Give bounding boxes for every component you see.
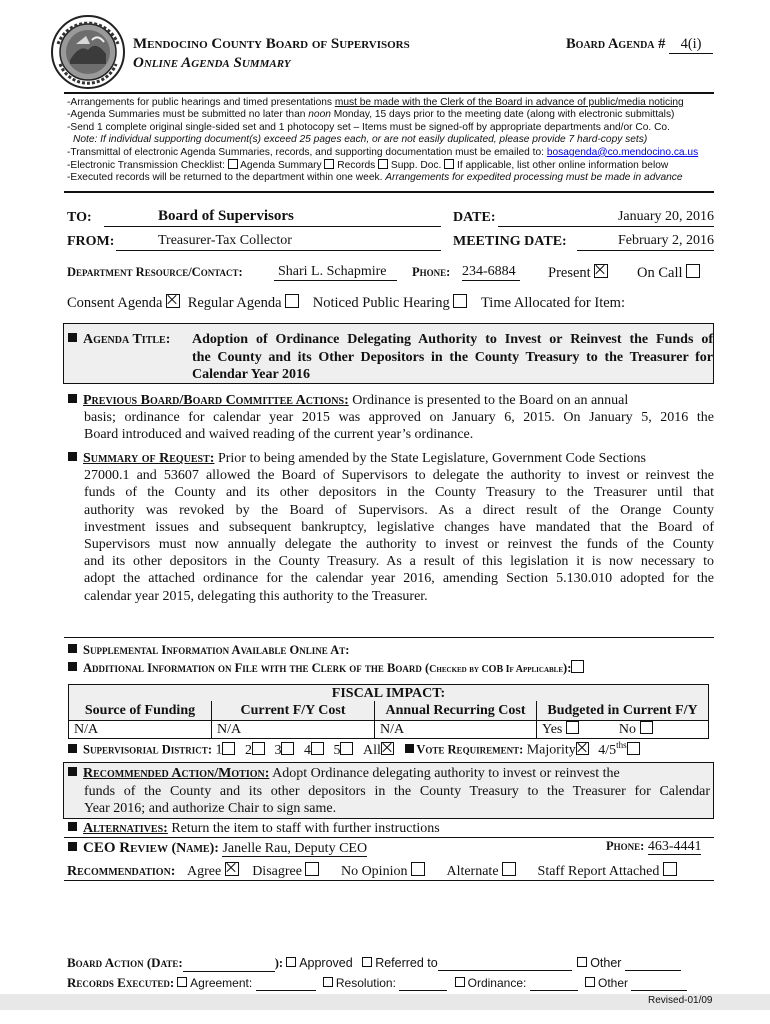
summary-line: and its other depositors in the County Treasury. As a result of this legislation it is now necessary to [84,554,714,570]
budgeted-no-label: No [618,722,636,737]
majority-checkbox[interactable] [576,742,589,755]
agenda-title-label: Agenda Title: [83,332,171,347]
fiscal-header-budgeted: Budgeted in Current F/Y [547,703,698,718]
approved-label: Approved [299,956,353,970]
present-label: Present [548,265,591,281]
fiscal-current-value[interactable]: N/A [212,721,375,738]
phone-field[interactable] [462,264,520,281]
alternatives-row [68,821,440,837]
agreement-checkbox[interactable] [177,977,187,987]
instruction-line: -Agenda Summaries must be submitted no later than noon Monday, 15 days prior to the meeting date (along with electronic submittals) [67,109,675,121]
agenda-title-line: Adoption of Ordinance Delegating Authority to Invest or Reinvest the Funds of [192,332,713,347]
meeting-date-field[interactable] [577,233,714,251]
summary-line: investment issues and subsequent bankruptcy, legislative changes have mandated that the Board of [84,519,714,535]
no-opinion-label: No Opinion [340,864,408,879]
meeting-date-label: MEETING DATE: [453,234,567,249]
records-checkbox[interactable] [324,159,334,169]
referred-checkbox[interactable] [362,957,372,967]
bullet-square-icon [68,394,77,403]
instruction-line: -Transmittal of electronic Agenda Summaries, records, and supporting documentation must be emailed to: bosagenda@co.mendocino.ca.us [67,146,699,158]
from-label: FROM: [67,234,115,249]
bullet-square-icon [68,822,77,831]
budgeted-yes-checkbox[interactable] [566,721,579,734]
referred-label: Referred to [375,956,438,970]
other-label: Other [590,956,622,970]
bullet-square-icon [68,333,77,342]
referred-to-field[interactable] [438,956,572,971]
ceo-review-label: CEO Review [83,840,168,856]
fiscal-budgeted-value [537,721,708,738]
supp-doc-checkbox[interactable] [378,159,388,169]
staff-report-checkbox[interactable] [663,862,677,876]
four-fifths-sup: ths [616,740,627,750]
to-label: TO: [67,210,92,225]
form-title [133,36,410,53]
regular-checkbox[interactable] [285,294,299,308]
oncall-checkbox[interactable] [686,264,700,278]
ordinance-field[interactable] [530,976,578,991]
district-4-label: 4 [303,742,311,758]
alternate-label: Alternate [446,864,499,879]
contact-field[interactable] [274,264,397,281]
other-checkbox[interactable] [577,957,587,967]
instruction-line: -Arrangements for public hearings and timed presentations must be made with the Clerk of the Board in advance of public/media noticing [67,97,684,108]
summary-line: calendar year 2015, delegating this authority to the Treasurer. [84,588,428,604]
alternatives-label: Alternatives: [83,821,168,836]
agreement-label: Agreement: [190,976,253,990]
previous-actions [68,392,714,444]
district-1-checkbox[interactable] [222,742,235,755]
district-5-checkbox[interactable] [340,742,353,755]
previous-actions-line: Board introduced and waived reading of the current year’s ordinance. [84,427,474,443]
date-value: January 20, 2016 [617,209,714,224]
regular-label: Regular Agenda [187,295,282,311]
district-2-checkbox[interactable] [252,742,265,755]
fiscal-value-row [69,721,708,738]
supplemental-line2: Additional Information on File with the Clerk of the Board ( [83,661,430,675]
other2-checkbox[interactable] [585,977,595,987]
summary-line: Prior to being amended by the State Legislature, Government Code Sections [217,451,647,466]
ceo-name-value[interactable]: Janelle Rau, Deputy CEO [222,841,368,856]
header-divider [64,92,714,94]
ceo-phone-value[interactable]: 463-4441 [647,839,702,854]
summary-line: Supervisors must now annually delegate the authority to invest or reinvest the funds of the County [84,537,714,553]
alternatives-underline [64,837,714,838]
supplemental-line1: Supplemental Information Available Online At: [83,643,350,657]
previous-actions-label: Previous Board/Board Committee Actions: [83,393,349,408]
bullet-square-icon [405,744,414,753]
four-fifths-label: 4/5 [598,742,617,758]
email-link[interactable]: bosagenda@co.mendocino.ca.us [546,146,699,158]
other2-label: Other [598,976,629,990]
resolution-field[interactable] [399,976,447,991]
ceo-phone-label: Phone: [606,839,645,853]
bullet-square-icon [68,767,77,776]
title-line2: Online Agenda Summary [133,55,291,71]
instruction-note: Note: If individual supporting document(s) exceed 25 pages each, or are not easily duplicated, please provide 7 hard-copy sets) [73,134,648,146]
no-opinion-checkbox[interactable] [411,862,425,876]
agenda-number-block [566,36,713,54]
instruction-line: -Send 1 complete original single-sided set and 1 photocopy set – Items must be signed-off by appropriate departments and/or Co. Co. [67,121,670,133]
recommended-action-label: Recommended Action/Motion: [83,766,270,781]
ceo-review-row [68,840,367,857]
cob-checked-checkbox[interactable] [571,660,584,673]
bullet-square-icon [68,842,77,851]
board-action-row [67,955,681,972]
to-field[interactable] [104,208,441,227]
present-option [548,264,608,282]
revised-label: Revised-01/09 [648,995,713,1006]
agenda-title-text [192,331,713,384]
district-1-label: 1 [215,742,223,758]
time-allocated-label: Time Allocated for Item: [480,295,625,311]
agenda-number-label: Board Agenda # [566,36,666,52]
summary-line: adopt the attached ordinance for the calendar year 2016, amending Section 5.130.010 adopted for the [84,571,714,587]
contact-label: Department Resource/Contact: [67,265,243,279]
summary-of-request [68,450,714,605]
district-5-label: 5 [333,742,341,758]
summary-line: funds of the County and its other depositors in the County Treasury to the Treasurer until that [84,485,714,501]
contact-value: Shari L. Schapmire [278,264,387,279]
fiscal-recurring-value[interactable]: N/A [375,721,537,738]
ordinance-label: Ordinance: [467,976,527,990]
phone-label: Phone: [412,265,451,279]
supplemental-line2-note: Checked by COB If Applicable [429,664,564,675]
bullet-square-icon [68,662,77,671]
previous-actions-line: basis; ordinance for calendar year 2015 was approved on January 6, 2015. On January 5, 2016 the [84,410,714,426]
consent-checkbox[interactable] [166,294,180,308]
agenda-title-line: Calendar Year 2016 [192,367,310,382]
records-executed-label: Records Executed: [67,975,175,990]
ceo-name-label: (Name): [171,841,219,856]
recommendation-label: Recommendation: [67,864,176,879]
majority-label: Majority [526,742,576,758]
bullet-square-icon [68,452,77,461]
agenda-title [68,331,170,348]
fiscal-source-value[interactable]: N/A [69,721,212,738]
board-action-label: Board Action (Date: [67,955,183,970]
instruction-line: -Executed records will be returned to the department within one week. Arrangements for expedited processing must be made in advance [67,172,683,184]
oncall-option [637,264,700,282]
resolution-label: Resolution: [335,976,396,990]
instructions-block [67,97,698,185]
fiscal-header-recurring: Annual Recurring Cost [375,701,537,720]
recommended-action [68,765,710,818]
instruction-line: -Electronic Transmission Checklist: Agenda Summary Records Supp. Doc. If applicable, list other online information below [67,160,669,172]
recommended-line: Adopt Ordinance delegating authority to invest or reinvest the [272,766,620,781]
phone-value: 234-6884 [462,264,516,279]
staff-report-label: Staff Report Attached [537,864,660,879]
disagree-checkbox[interactable] [305,862,319,876]
agenda-summary-checkbox[interactable] [228,159,238,169]
alternate-checkbox[interactable] [502,862,516,876]
agenda-title-line: the County and its Other Depositors in the County Treasury to the Treasurer for [192,349,713,365]
agreement-field[interactable] [256,976,316,991]
ceo-phone [606,839,701,855]
district-vote-row [68,740,640,759]
board-action-close: ): [274,956,284,970]
supplemental-line2-end: ): [563,661,572,675]
hearing-label: Noticed Public Hearing [312,295,450,311]
disagree-label: Disagree [252,864,302,879]
four-fifths-checkbox[interactable] [627,742,640,755]
previous-actions-line: Ordinance is presented to the Board on an annual [352,393,629,408]
budgeted-yes-label: Yes [542,722,563,737]
agree-checkbox[interactable] [225,862,239,876]
present-checkbox[interactable] [594,264,608,278]
other-field[interactable] [625,956,681,971]
district-3-label: 3 [274,742,282,758]
fiscal-header-row [69,701,708,721]
instructions-divider [64,191,714,193]
records-executed-row [67,975,687,991]
district-label: Supervisorial District: [83,742,212,757]
fiscal-header-source: Source of Funding [69,701,212,720]
oncall-label: On Call [637,265,683,281]
meeting-date-value: February 2, 2016 [617,233,714,248]
date-label: DATE: [453,210,496,225]
district-3-checkbox[interactable] [281,742,294,755]
fiscal-impact-table [68,684,709,739]
recommendation-row [67,862,677,880]
consent-label: Consent Agenda [67,295,163,311]
date-field[interactable] [498,209,714,227]
summary-line: 27000.1 and 53607 allowed the Board of Supervisors to delegate the authority to invest or reinvest the [84,468,714,484]
vote-requirement-label: Vote Requirement: [416,742,524,757]
summary-label: Summary of Request: [83,451,215,466]
approved-checkbox[interactable] [286,957,296,967]
section-divider [64,637,714,638]
budgeted-no-checkbox[interactable] [640,721,653,734]
bullet-square-icon [68,744,77,753]
form-subtitle [133,55,291,72]
county-seal-logo [50,14,126,90]
other2-field[interactable] [631,976,687,991]
hearing-checkbox[interactable] [453,294,467,308]
fiscal-header-current: Current F/Y Cost [212,701,375,720]
from-value: Treasurer-Tax Collector [158,233,292,248]
district-all-checkbox[interactable] [381,742,394,755]
agenda-number-value: 4(i) [669,36,713,54]
title-line1: Mendocino County Board of Supervisors [133,36,410,52]
to-value: Board of Supervisors [158,208,294,224]
alternatives-text: Return the item to staff with further instructions [171,821,440,836]
supplemental-block [68,641,584,679]
district-all-label: All [362,742,381,758]
agenda-type-row [67,294,625,312]
recommendation-underline [64,880,714,881]
from-field[interactable] [116,233,441,251]
district-2-label: 2 [244,742,252,758]
other-online-checkbox[interactable] [444,159,454,169]
summary-line: authority was revoked by the Board of Supervisors. As a direct result of the Orange County [84,502,714,518]
fiscal-title-row: FISCAL IMPACT: [69,685,708,701]
recommended-line: Year 2016; and authorize Chair to sign same. [84,801,337,816]
board-action-date-field[interactable] [183,956,275,972]
agree-label: Agree [186,864,222,879]
recommended-line: funds of the County and its other depositors in the County Treasury to the Treasurer for Calendar [84,783,710,799]
ordinance-checkbox[interactable] [455,977,465,987]
bullet-square-icon [68,644,77,653]
resolution-checkbox[interactable] [323,977,333,987]
district-4-checkbox[interactable] [311,742,324,755]
